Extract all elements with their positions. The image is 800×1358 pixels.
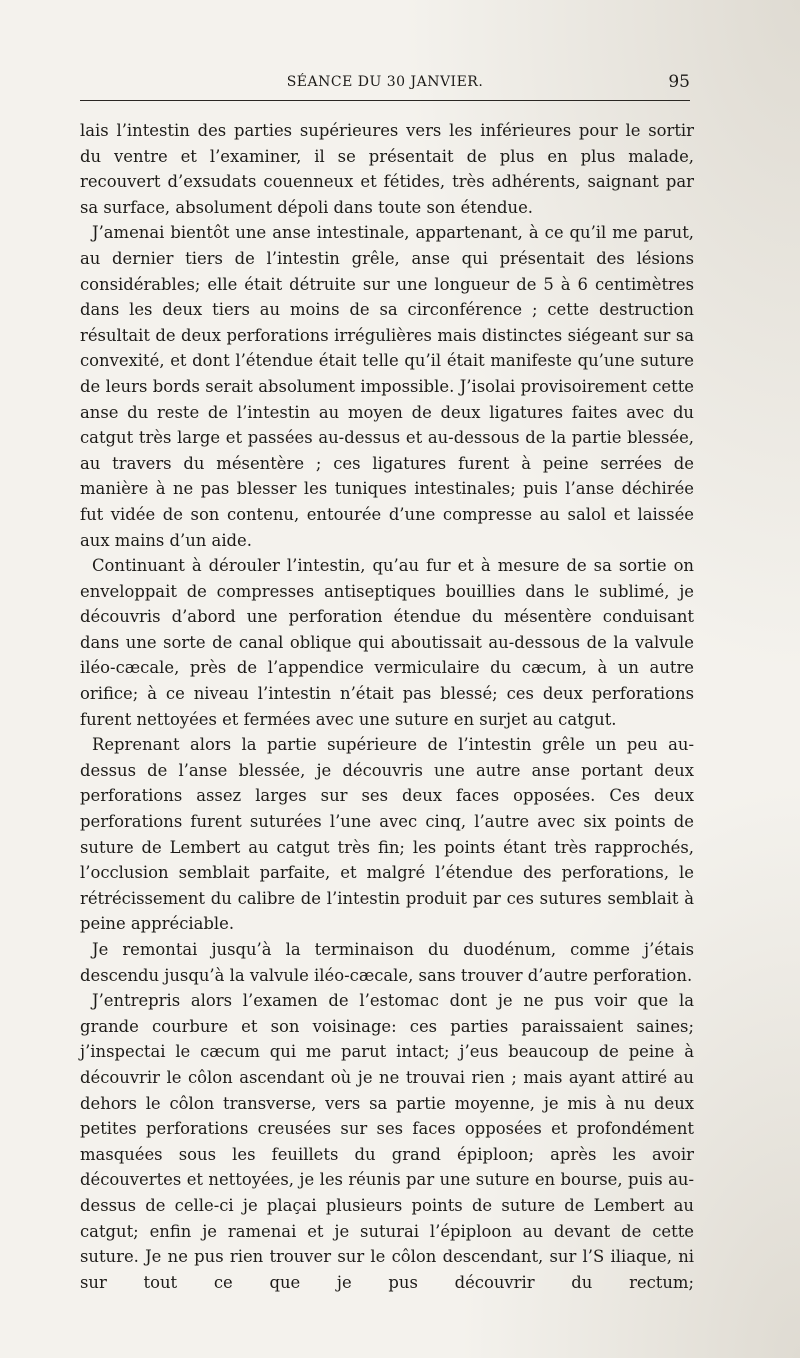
- page-number: 95: [668, 72, 690, 92]
- paragraph-5: Je remontai jusqu’à la terminaison du duodénum, comme j’étais descendu jusqu’à la valvule iléo-cæcale, sans trouver d’autre perforation.: [80, 940, 694, 985]
- page-header: [80, 68, 690, 98]
- paragraph-2: J’amenai bientôt une anse intestinale, appartenant, à ce qu’il me parut, au dernier tiers de l’intestin grêle, anse qui présentait des lésions considérables; elle était détruite sur une longueur de 5 à 6 centimètres dans les deux tiers au moins de sa circonférence ; cette destruction résultait de deux perforations irrégulières mais distinctes siégeant sur sa convexité, et dont l’étendue était telle qu’il était manifeste qu’une suture de leurs bords serait absolument impossible. J’isolai provisoirement cette anse du reste de l’intestin au moyen de deux ligatures faites avec du catgut très large et passées au-dessus et au-dessous de la partie blessée, au travers du mésentère ; ces ligatures furent à peine serrées de manière à ne pas blesser les tuniques intestinales; puis l’anse déchirée fut vidée de son contenu, entourée d’une compresse au salol et laissée aux mains d’un aide.: [80, 223, 694, 550]
- running-title: SÉANCE DU 30 JANVIER.: [286, 74, 484, 90]
- paragraph-1: lais l’intestin des parties supérieures vers les inférieures pour le sortir du ventre et l’examiner, il se présentait de plus en plus malade, recouvert d’exsudats couenneux et fétides, très adhérents, saignant par sa surface, absolument dépoli dans toute son étendue.: [80, 121, 694, 217]
- paragraph-4: Reprenant alors la partie supérieure de l’intestin grêle un peu au-dessus de l’anse blessée, je découvris une autre anse portant deux perforations assez larges sur ses deux faces opposées. Ces deux perforations furent suturées l’une avec cinq, l’autre avec six points de suture de Lembert au catgut très fin; les points étant très rapprochés, l’occlusion semblait parfaite, et malgré l’étendue des perforations, le rétrécissement du calibre de l’intestin produit par ces sutures semblait à peine appréciable.: [80, 735, 694, 934]
- body-text: [80, 118, 694, 1295]
- header-rule: [80, 100, 690, 101]
- paragraph-3: Continuant à dérouler l’intestin, qu’au fur et à mesure de sa sortie on enveloppait de compresses antiseptiques bouillies dans le sublimé, je découvris d’abord une perforation étendue du mésentère conduisant dans une sorte de canal oblique qui aboutissait au-dessous de la valvule iléo-cæcale, près de l’appendice vermiculaire du cæcum, à un autre orifice; à ce niveau l’intestin n’était pas blessé; ces deux perforations furent nettoyées et fermées avec une suture en surjet au catgut.: [80, 556, 694, 729]
- paragraph-6: J’entrepris alors l’examen de l’estomac dont je ne pus voir que la grande courbure et son voisinage: ces parties paraissaient saines; j’inspectai le cæcum qui me parut intact; j’eus beaucoup de peine à découvrir le côlon ascendant où je ne trouvai rien ; mais ayant attiré au dehors le côlon transverse, vers sa partie moyenne, je mis à nu deux petites perforations creusées sur ses faces opposées et profondément masquées sous les feuillets du grand épiploon; après les avoir découvertes et nettoyées, je les réunis par une suture en bourse, puis au-dessus de celle-ci je plaçai plusieurs points de suture de Lembert au catgut; enfin je ramenai et je suturai l’épiploon au devant de cette suture. Je ne pus rien trouver sur le côlon descendant, sur l’S iliaque, ni sur tout ce que je pus découvrir du rectum;: [80, 991, 694, 1292]
